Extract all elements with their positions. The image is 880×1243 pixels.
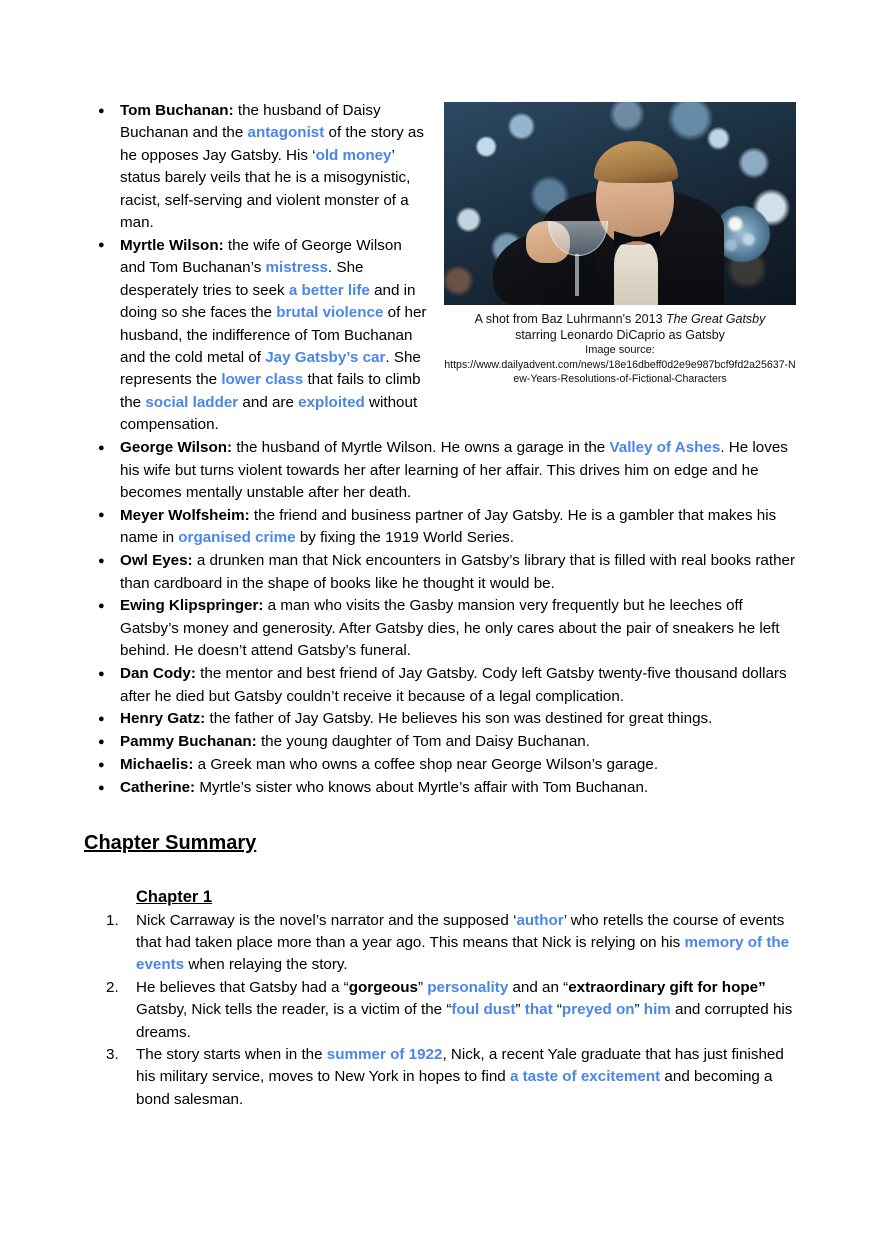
body-text: ’ status barely veils that he is a misogynistic, racist, self-serving and violent monster of a man. xyxy=(120,146,411,232)
body-text: . She represents the xyxy=(120,348,421,389)
character-name: Myrtle Wilson: xyxy=(120,236,224,254)
highlighted-phrase: preyed on xyxy=(561,1001,635,1019)
list-item xyxy=(84,708,796,730)
body-text: a Greek man who owns a coffee shop near George Wilson’s garage. xyxy=(193,756,659,774)
highlighted-phrase: mistress xyxy=(265,259,328,277)
body-text: The story starts when in the xyxy=(136,1046,327,1064)
caption-line-1-text: A shot from Baz Luhrmann's 2013 xyxy=(474,312,667,326)
caption-line-2: starring Leonardo DiCaprio as Gatsby xyxy=(515,328,725,342)
body-text: Myrtle’s sister who knows about Myrtle’s affair with Tom Buchanan. xyxy=(195,779,649,797)
highlighted-phrase: lower class xyxy=(221,371,304,389)
body-text: the mentor and best friend of Jay Gatsby. Cody left Gatsby twenty-five thousand dollars after he died but Gatsby couldn’t receive it because of a legal complication. xyxy=(120,665,787,705)
character-name: Tom Buchanan: xyxy=(120,102,234,119)
highlighted-phrase: exploited xyxy=(298,393,365,411)
highlighted-phrase: personality xyxy=(427,978,509,996)
highlighted-phrase: author xyxy=(516,911,564,929)
caption-source-url: https://www.dailyadvent.com/news/18e16dbeff0d2e9e987bcf9fd2a25637-New-Years-Resolutions-of-Fictional-Characters xyxy=(444,359,796,385)
character-name: Ewing Klipspringer: xyxy=(120,597,264,615)
highlighted-phrase: Valley of Ashes xyxy=(609,439,721,457)
body-text: . He loves his wife but turns violent towards her after learning of her affair. This drives him on edge and he becomes mentally unstable after her death. xyxy=(120,439,788,501)
body-text: the father of Jay Gatsby. He believes his son was destined for great things. xyxy=(205,710,713,728)
body-text: by fixing the 1919 World Series. xyxy=(295,529,514,547)
body-text: the husband of Daisy Buchanan and the xyxy=(120,102,381,142)
bold-phrase: extraordinary gift for hope” xyxy=(568,978,766,996)
highlighted-phrase: him xyxy=(643,1001,671,1019)
highlighted-phrase: social ladder xyxy=(145,393,239,411)
body-text: without compensation. xyxy=(120,393,418,434)
body-text: and an “ xyxy=(508,978,569,996)
body-text: the young daughter of Tom and Daisy Buchanan. xyxy=(256,733,590,751)
document-content xyxy=(84,100,796,1111)
chapter-summary-list xyxy=(84,910,796,1112)
character-name: Catherine: xyxy=(120,779,196,797)
bold-phrase: gorgeous xyxy=(348,978,418,996)
body-text: a drunken man that Nick encounters in Gatsby’s library that is filled with real books rather than cardboard in the shape of books like he thought it would be. xyxy=(120,552,796,592)
highlighted-phrase: organised crime xyxy=(178,529,296,547)
list-item xyxy=(84,505,796,550)
highlighted-phrase: foul dust xyxy=(451,1001,516,1019)
body-text: and in doing so she faces the xyxy=(120,281,416,322)
body-text: “ xyxy=(552,1001,562,1019)
highlighted-phrase: memory of the events xyxy=(136,934,790,974)
character-name: Pammy Buchanan: xyxy=(120,733,257,751)
list-item xyxy=(84,100,796,234)
list-item xyxy=(84,754,796,776)
highlighted-phrase: antagonist xyxy=(247,124,325,142)
list-item xyxy=(84,910,796,977)
body-text: He believes that Gatsby had a “ xyxy=(136,978,349,996)
page-title: Chapter Summary xyxy=(84,831,257,854)
list-item xyxy=(84,977,796,1044)
body-text: , Nick, a recent Yale graduate that has just finished his military service, moves to New York in hopes to find xyxy=(136,1046,784,1086)
list-item xyxy=(84,663,796,708)
body-text: ” xyxy=(634,1001,644,1019)
body-text: and are xyxy=(238,393,299,411)
list-item xyxy=(84,731,796,753)
body-text: a man who visits the Gasby mansion very frequently but he leeches off Gatsby’s money and generosity. After Gatsby dies, he only cares about the pair of sneakers he left behind. He doesn’t attend Gatsby’s funeral. xyxy=(120,597,780,660)
highlighted-phrase: summer of 1922 xyxy=(326,1046,443,1064)
character-name: Henry Gatz: xyxy=(120,710,206,728)
highlighted-phrase: brutal violence xyxy=(276,304,384,322)
highlighted-phrase: Jay Gatsby’s car xyxy=(265,348,386,366)
body-text: and becoming a bond salesman. xyxy=(136,1068,773,1108)
character-name: George Wilson: xyxy=(120,439,233,457)
character-name: Meyer Wolfsheim: xyxy=(120,506,250,524)
body-text: when relaying the story. xyxy=(184,956,348,974)
body-text: ” xyxy=(515,1001,525,1019)
list-item xyxy=(84,550,796,595)
list-item xyxy=(84,777,796,799)
caption-source-label: Image source: xyxy=(585,344,655,356)
body-text: ’ who retells the course of events that had taken place more than a year ago. This means that Nick is relying on his xyxy=(136,911,785,951)
body-text: . She desperately tries to seek xyxy=(120,259,364,299)
highlighted-phrase: old money xyxy=(315,146,392,164)
body-text: the wife of George Wilson and Tom Buchanan’s xyxy=(120,236,402,277)
body-text: the friend and business partner of Jay Gatsby. He is a gambler that makes his name in xyxy=(120,506,777,547)
body-text: Nick Carraway is the novel’s narrator and the supposed ‘ xyxy=(136,911,517,929)
character-list xyxy=(84,100,796,800)
list-item xyxy=(84,235,796,437)
character-name: Michaelis: xyxy=(120,756,194,774)
chapter-heading: Chapter 1 xyxy=(136,887,213,906)
caption-film-title: The Great Gatsby xyxy=(666,312,766,326)
body-text: of the story as he opposes Jay Gatsby. His ‘ xyxy=(120,124,424,164)
character-name: Dan Cody: xyxy=(120,665,196,683)
body-text: the husband of Myrtle Wilson. He owns a garage in the xyxy=(232,439,610,457)
highlighted-phrase: a better life xyxy=(288,281,370,299)
body-text: that fails to climb the xyxy=(120,371,421,411)
list-item xyxy=(84,595,796,662)
list-item xyxy=(84,437,796,504)
highlighted-phrase: that xyxy=(524,1001,553,1019)
highlighted-phrase: a taste of excitement xyxy=(509,1068,661,1086)
character-name: Owl Eyes: xyxy=(120,552,193,570)
body-text: ” xyxy=(417,978,428,996)
list-item xyxy=(84,1044,796,1111)
body-text: and corrupted his dreams. xyxy=(136,1001,793,1041)
body-text: Gatsby, Nick tells the reader, is a victim of the “ xyxy=(136,1001,452,1019)
body-text: of her husband, the indifference of Tom Buchanan and the cold metal of xyxy=(120,304,427,366)
